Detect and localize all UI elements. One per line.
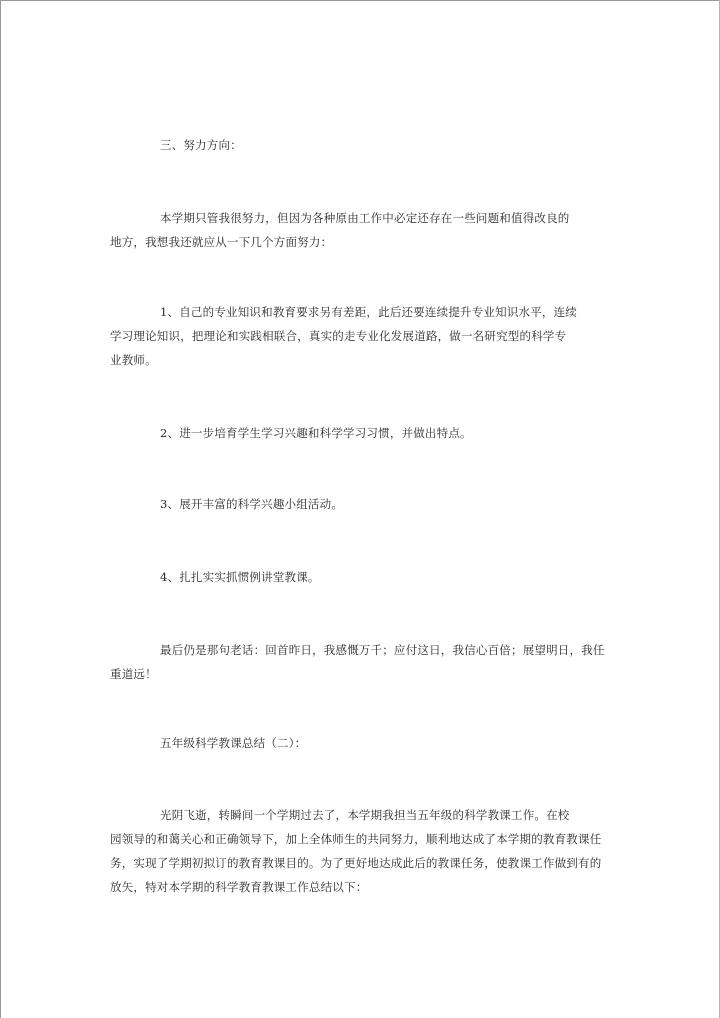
list-item-1-line-2: 学习理论知识，把理论和实践相联合，真实的走专业化发展道路，做一名研究型的科学专 [110, 329, 567, 343]
list-item-2-line-1: 2、进一步培育学生学习兴趣和科学学习习惯，并做出特点。 [160, 426, 472, 440]
page-border-top [0, 0, 720, 1]
part2-line-4: 放矢，特对本学期的科学教育教课工作总结以下： [110, 880, 368, 894]
list-item-4-line-1: 4、扎扎实实抓惯例讲堂教课。 [160, 570, 320, 584]
list-item-3-line-1: 3、展开丰富的科学兴趣小组活动。 [160, 497, 344, 511]
intro-line-1: 本学期只管我很努力，但因为各种原由工作中必定还存在一些问题和值得改良的 [160, 211, 570, 225]
section-heading: 三、努力方向： [160, 138, 242, 152]
closing-line-2: 重道远！ [110, 667, 157, 681]
page-border-left [0, 0, 1, 1018]
closing-line-1: 最后仍是那句老话：回首昨日，我感慨万千；应付这日，我信心百倍；展望明日，我任 [160, 643, 605, 657]
intro-line-2: 地方，我想我还就应从一下几个方面努力： [110, 235, 333, 249]
part2-line-3: 务，实现了学期初拟订的教育教课目的。为了更好地达成此后的教课任务，使教课工作做到有的 [110, 856, 602, 870]
list-item-1-line-1: 1、自己的专业知识和教育要求另有差距，此后还要连续提升专业知识水平，连续 [160, 305, 578, 319]
part2-title: 五年级科学教课总结（二）： [160, 736, 307, 750]
part2-line-2: 园领导的和蔼关心和正确领导下，加上全体师生的共同努力，顺利地达成了本学期的教育教课任 [110, 832, 602, 846]
part2-line-1: 光阴飞逝，转瞬间一个学期过去了，本学期我担当五年级的科学教课工作。在校 [160, 808, 570, 822]
list-item-1-line-3: 业教师。 [110, 353, 157, 367]
